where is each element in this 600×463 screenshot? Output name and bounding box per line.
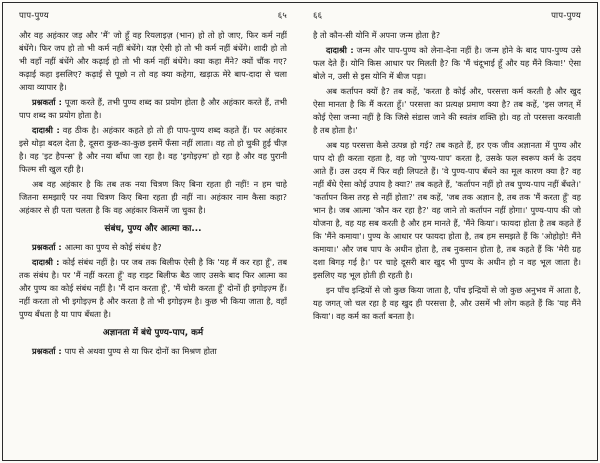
- running-title-left: पाप-पुण्य: [19, 11, 49, 21]
- speaker-label: प्रश्नकर्ता :: [32, 97, 62, 107]
- paragraph-text: अब कर्तापन क्यों है? तब कहें, 'करता है कोई और, परसत्ता कर्म करती है और खुद ऐसा मानता है कि मैं करता हूँ।' परसत्ता का प्रत्यक्ष प्रमाण क्या है? तब कहें, 'इस जगत् में कोई ऐसा जन्मा नहीं है कि जिसे संडास जाने की स्वतंत्र शक्ति हो। वह तो परसत्ता करवाती है तब होता है।': [313, 86, 581, 135]
- paragraph: [313, 29, 581, 42]
- paragraph-text: है तो कौन-सी योनि में अपना जन्म होता है?: [313, 30, 441, 40]
- page-right: [313, 10, 581, 453]
- page-body-left: [19, 29, 287, 358]
- paragraph-text: अब यह परसत्ता कैसे उत्पन्न हो गई? तब कहते हैं, हर एक जीव अज्ञानता में पुण्य और पाप दो ही करता रहता है, वह जो 'पुण्य-पाप' करता है, उसके फल स्वरूप कर्म के उदय आते हैं। उस उदय में फिर वही लिपटते हैं। 'वे पुण्य-पाप बँधने का मूल कारण क्या है? वह नहीं बँधे ऐसा कोई उपाय है क्या?' तब कहते हैं, 'कर्तापन नहीं हो तब पुण्य-पाप नहीं बँधते।' 'कर्तापन किस तरह से नहीं होता?' तब कहें, 'जब तक अज्ञान है, तब तक 'मैं करता हूँ' वह भान है। जब आत्मा 'कौन कर रहा है?' वह जाने तो कर्तापन नहीं होगा।' पुण्य-पाप की जो योजना है, वह यह सब करती है और हम मानते हैं, 'मैंने किया'। फायदा होता है तब कहते हैं कि 'मैंने कमाया'। पुण्य के आधार पर फायदा होता है, तब हम समझते हैं कि 'ओहोहो! मैंने कमाया।' और जब पाप के अधीन होता है, तब नुकसान होता है, तब कहते हैं कि 'मेरी ग्रह दशा बिगड़ गई है।' पर चाहे दूसरी बार खुद भी पुण्य के अधीन हो न वह भूल जाता है। इसलिए यह भूल होती ही रहती है।: [313, 140, 581, 280]
- page-header-left: [19, 10, 287, 21]
- section-heading: संबंध, पुण्य और आत्मा का...: [104, 224, 202, 234]
- page-body-right: [313, 29, 581, 323]
- speaker-label: दादाश्री :: [326, 45, 354, 55]
- qa-paragraph: [313, 44, 581, 83]
- qa-text: कोई संबंध नहीं है। पर जब तक बिलीफ ऐसी है कि 'यह मैं कर रहा हूँ', तब तक संबंध है। पर 'मैं नहीं करता हूँ' वह राइट बिलीफ बैठ जाए उसके बाद फिर आत्मा का और पुण्य का कोई संबंध नहीं है। 'मैं दान करता हूँ', 'मैं चोरी करता हूँ' दोनों ही इगोइज़्म हैं। नहीं करता तो भी इगोइज़्म है और करता है तो भी इगोइज़्म है। कुछ भी किया जाता है, वहाँ पुण्य बँधता है या पाप बँधता है।: [19, 257, 287, 319]
- qa-paragraph: [19, 241, 287, 254]
- paragraph: [19, 178, 287, 217]
- page-left: [19, 10, 287, 453]
- paragraph-text: अब वह अहंकार है कि तब तक नया चित्रण किए बिना रहता ही नहीं! न हम चाहे जितना समझाएँ पर नया चित्रण किए बिना रहता ही नहीं ना। अहंकार नाम कैसा कहा? अहंकार से ही पता चलता है कि वह अहंकार किसमें जा चुका है।: [19, 179, 287, 215]
- qa-text: पाप से अथवा पुण्य से या फिर दोनों का मिश्रण होता: [64, 346, 217, 356]
- page-number-right: ६६: [313, 11, 323, 21]
- qa-paragraph: [19, 124, 287, 176]
- page-number-left: ६५: [277, 11, 287, 21]
- speaker-label: प्रश्नकर्ता :: [32, 346, 62, 356]
- qa-paragraph: [19, 345, 287, 358]
- running-title-right: पाप-पुण्य: [551, 11, 581, 21]
- qa-paragraph: [19, 96, 287, 122]
- paragraph-text: इन पाँच इन्द्रियों से जो कुछ किया जाता है, पाँच इन्द्रियों से जो कुछ अनुभव में आता है, यह जगत् जो चल रहा है वह खुद ही परसत्ता है, और उसमें भी लोग कहते हैं कि 'यह मैंने किया'। वह कर्म का कर्ता बनता है।: [313, 285, 581, 321]
- paragraph: [313, 284, 581, 323]
- qa-paragraph: [19, 256, 287, 321]
- qa-text: आत्मा का पुण्य से कोई संबंध है?: [64, 242, 162, 252]
- page-header-right: [313, 10, 581, 21]
- paragraph-text: और वह अहंकार जड़ और 'मैं' जो हूँ वह रियलाइज़ (भान) हो तो हो जाए, फिर कर्म नहीं बंधेंगे। फिर जप हो तो भी कर्म नहीं बंधेंगे। यज्ञ ऐसी हो तो भी कर्म नहीं बंधेंगे। शादी हो तो भी वहाँ नहीं बंधेंगे और कढ़ाई हो तो भी कर्म नहीं बंधेंगे। क्या कहा मैंने? क्यों चौंक गए? कढ़ाई कहा इसलिए? कढ़ाई से पूछो न तो वह क्या कहेगा, खड़ाऊ मेरे बाप-दादा से चला आया व्यापार है।: [19, 30, 287, 92]
- paragraph: [313, 139, 581, 282]
- qa-text: पूजा करते हैं, तभी पुण्य शब्द का प्रयोग होता है और अहंकार करते हैं, तभी पाप शब्द का प्रयोग होता है।: [19, 97, 287, 120]
- paragraph: [19, 29, 287, 94]
- section-heading: अज्ञानता में बंधे पुण्य-पाप, कर्म: [102, 328, 204, 338]
- qa-text: वह ठीक है। अहंकार कहते हो तो ही पाप-पुण्य शब्द कहते हैं। पर अहंकार इसे थोड़ा बदल देता है, दूसरा कुछ-का-कुछ इसमें फँसा नहीं लाता। वह तो हो चुकी हुई चीज़ है। वह 'इट हैपन्स' है और नया बाँधा जा रहा है। वह 'इगोइज़्म' हो रहा है और वह पुरानी फिल्म सी खुल रही है।: [19, 125, 287, 174]
- paragraph: [313, 85, 581, 137]
- speaker-label: दादाश्री :: [32, 257, 60, 267]
- speaker-label: प्रश्नकर्ता :: [32, 242, 62, 252]
- speaker-label: दादाश्री :: [32, 125, 60, 135]
- qa-text: जन्म और पाप-पुण्य को लेना-देना नहीं है। जन्म होने के बाद पाप-पुण्य उसे फल देते हैं। योनि किस आधार पर मिलती है? कि 'मैं चंदूभाई हूँ और यह मैंने किया!' ऐसा बोले न, उसी से इस योनि में बीज पड़ा।: [313, 45, 581, 81]
